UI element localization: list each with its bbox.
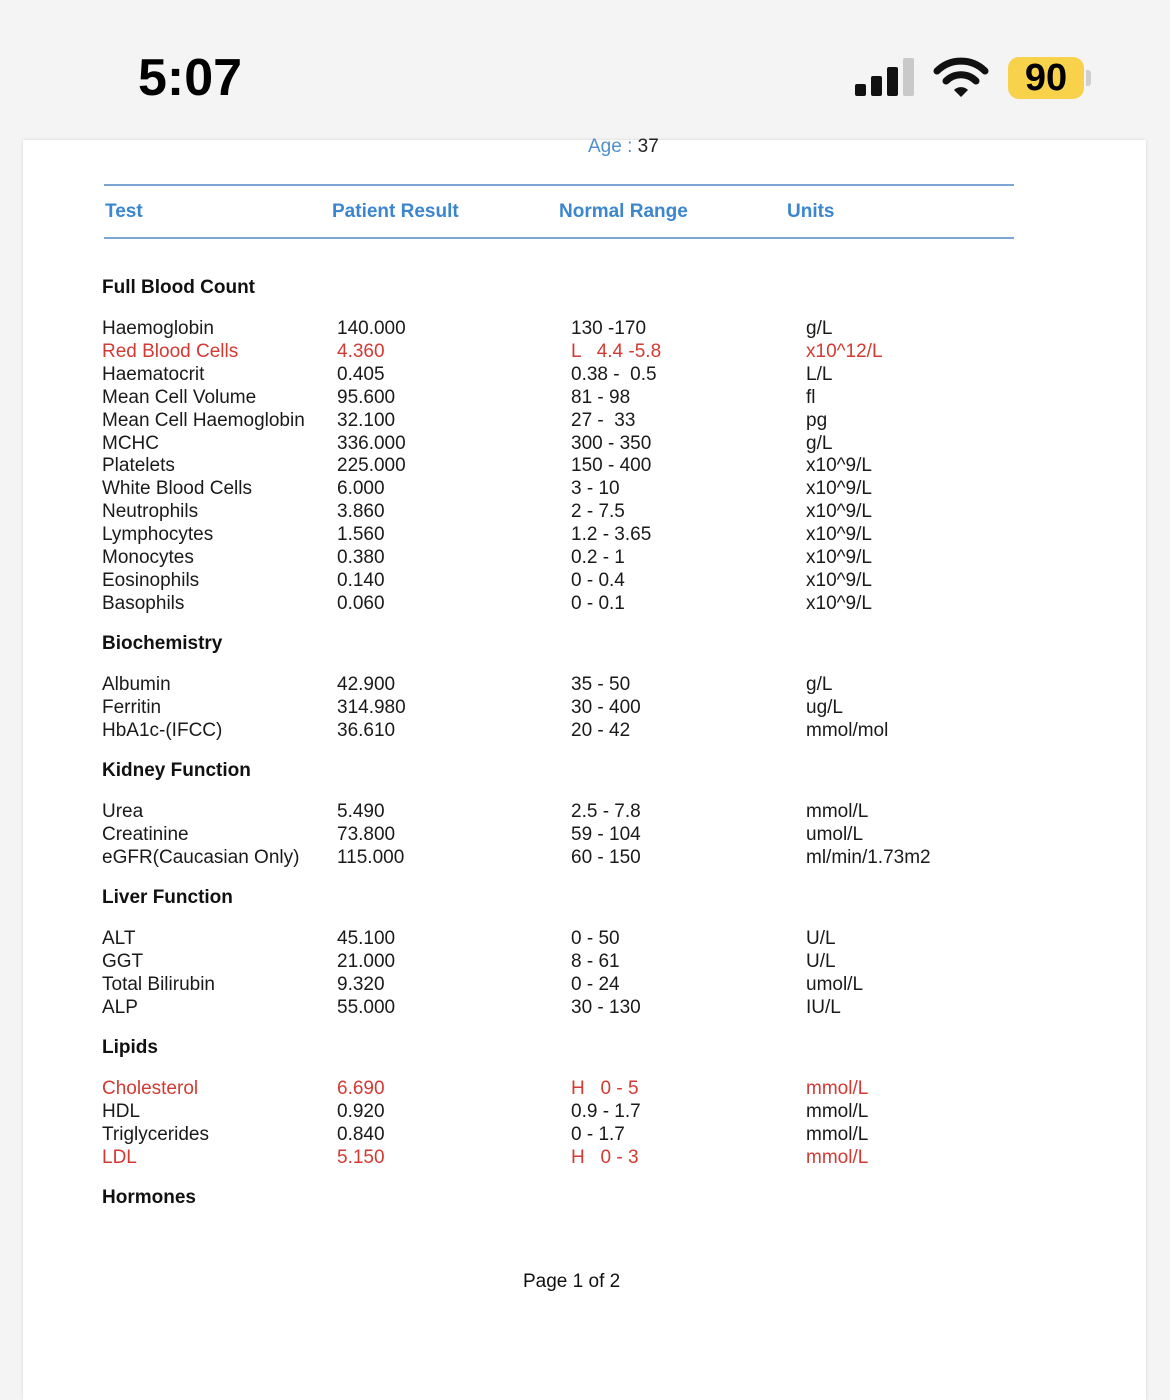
cell-test: Red Blood Cells <box>102 340 239 362</box>
cell-result: 225.000 <box>337 455 406 477</box>
cell-units: x10^9/L <box>806 569 872 591</box>
cell-units: pg <box>806 409 828 431</box>
age-value: 37 <box>637 136 659 157</box>
cell-units: g/L <box>806 432 833 454</box>
cell-range: 300 - 350 <box>571 432 652 454</box>
cell-range: 150 - 400 <box>571 455 652 477</box>
cell-units: umol/L <box>806 823 864 845</box>
cell-units: L/L <box>806 363 833 385</box>
cell-test: White Blood Cells <box>102 478 252 500</box>
cell-range: 2.5 - 7.8 <box>571 801 641 822</box>
cell-range: H 0 - 5 <box>571 1078 639 1099</box>
cell-result: 0.920 <box>337 1100 385 1122</box>
cell-test: Ferritin <box>102 696 162 718</box>
header-rule-top <box>104 184 1014 186</box>
cell-result: 9.320 <box>337 973 385 995</box>
cell-result: 314.980 <box>337 696 406 718</box>
cell-range: 59 - 104 <box>571 823 641 845</box>
page-number: Page 1 of 2 <box>523 1271 621 1292</box>
battery-cap <box>1086 70 1091 86</box>
cell-range: 8 - 61 <box>571 950 620 972</box>
cell-result: 6.000 <box>337 478 385 500</box>
cell-units: mmol/L <box>806 1123 869 1145</box>
cell-units: g/L <box>806 318 833 339</box>
cell-range: 0 - 24 <box>571 973 620 995</box>
cellular-signal-icon <box>855 58 917 98</box>
cell-result: 140.000 <box>337 318 406 339</box>
cell-range: 0 - 1.7 <box>571 1123 625 1145</box>
cell-result: 0.405 <box>337 363 385 385</box>
cell-test: Lymphocytes <box>102 524 214 546</box>
cell-range: 30 - 400 <box>571 696 641 718</box>
cell-units: x10^9/L <box>806 455 872 477</box>
cell-test: Haemoglobin <box>102 318 214 339</box>
wifi-icon <box>933 56 989 98</box>
cell-test: Urea <box>102 801 144 822</box>
cell-range: 0 - 0.1 <box>571 592 625 614</box>
cell-range: 35 - 50 <box>571 674 631 695</box>
cell-units: U/L <box>806 950 836 972</box>
cell-test: Total Bilirubin <box>102 973 215 995</box>
cell-range: L 4.4 -5.8 <box>571 340 662 362</box>
cell-range: 0.9 - 1.7 <box>571 1100 641 1122</box>
cell-units: mmol/L <box>806 801 869 822</box>
section-title: Liver Function <box>102 887 233 908</box>
cell-test: LDL <box>102 1146 137 1168</box>
lab-report-page <box>23 136 1146 1400</box>
cell-test: Neutrophils <box>102 501 199 523</box>
cell-result: 21.000 <box>337 950 396 972</box>
cell-result: 3.860 <box>337 501 385 523</box>
cell-result: 0.840 <box>337 1123 385 1145</box>
cell-result: 115.000 <box>337 846 405 868</box>
cell-test: MCHC <box>102 432 159 454</box>
section-title: Hormones <box>102 1187 196 1208</box>
cell-range: H 0 - 3 <box>571 1146 639 1168</box>
column-header-range: Normal Range <box>559 201 688 222</box>
cell-range: 0 - 50 <box>571 928 620 949</box>
cell-units: mmol/L <box>806 1100 869 1122</box>
cell-units: ml/min/1.73m2 <box>806 846 931 868</box>
cell-test: Mean Cell Volume <box>102 386 257 408</box>
column-header-units: Units <box>787 201 835 222</box>
section-title: Biochemistry <box>102 633 223 654</box>
cell-result: 45.100 <box>337 928 396 949</box>
cell-test: ALT <box>102 928 136 949</box>
cell-result: 95.600 <box>337 386 396 408</box>
cell-units: x10^9/L <box>806 478 872 500</box>
cell-units: x10^12/L <box>806 340 883 362</box>
cell-range: 3 - 10 <box>571 478 620 500</box>
cell-range: 0 - 0.4 <box>571 569 625 591</box>
cell-units: U/L <box>806 928 836 949</box>
cell-result: 1.560 <box>337 524 385 546</box>
cell-result: 55.000 <box>337 996 396 1018</box>
battery-level: 90 <box>1024 56 1068 99</box>
column-header-result: Patient Result <box>332 201 459 222</box>
cell-units: IU/L <box>806 996 841 1018</box>
cell-range: 60 - 150 <box>571 846 641 868</box>
cell-range: 0.38 - 0.5 <box>571 363 657 385</box>
cell-test: Platelets <box>102 455 175 477</box>
cell-test: ALP <box>102 996 138 1018</box>
cell-test: eGFR(Caucasian Only) <box>102 846 300 868</box>
cell-range: 2 - 7.5 <box>571 501 625 523</box>
cell-units: mmol/L <box>806 1146 869 1168</box>
cell-units: mmol/mol <box>806 719 889 741</box>
cell-test: Haematocrit <box>102 363 205 385</box>
cell-result: 0.060 <box>337 592 385 614</box>
column-header-test: Test <box>105 201 143 222</box>
cell-test: Cholesterol <box>102 1078 199 1099</box>
cell-units: fl <box>806 386 816 408</box>
cell-result: 6.690 <box>337 1078 385 1099</box>
patient-age <box>588 136 659 158</box>
cell-test: HDL <box>102 1100 141 1122</box>
cell-range: 30 - 130 <box>571 996 641 1018</box>
cell-test: Basophils <box>102 592 185 614</box>
cell-units: x10^9/L <box>806 524 872 546</box>
cell-range: 81 - 98 <box>571 386 631 408</box>
cell-test: Eosinophils <box>102 569 200 591</box>
cell-result: 42.900 <box>337 674 396 695</box>
cell-units: g/L <box>806 674 833 695</box>
cell-result: 73.800 <box>337 823 396 845</box>
cell-units: x10^9/L <box>806 547 872 568</box>
cell-test: Creatinine <box>102 823 189 845</box>
cell-units: x10^9/L <box>806 592 872 614</box>
cell-test: HbA1c-(IFCC) <box>102 719 223 741</box>
cell-result: 5.150 <box>337 1146 385 1168</box>
cell-result: 336.000 <box>337 432 406 454</box>
age-label: Age : <box>588 136 638 157</box>
status-bar <box>0 0 1170 140</box>
cell-test: Mean Cell Haemoglobin <box>102 409 305 431</box>
cell-test: Monocytes <box>102 547 194 568</box>
cell-range: 20 - 42 <box>571 719 631 741</box>
cell-result: 0.380 <box>337 547 385 568</box>
cell-range: 0.2 - 1 <box>571 547 625 568</box>
cell-units: ug/L <box>806 696 843 718</box>
battery-icon <box>1008 57 1084 99</box>
section-title: Lipids <box>102 1037 158 1058</box>
cell-range: 27 - 33 <box>571 409 636 431</box>
cell-test: GGT <box>102 950 144 972</box>
cell-units: umol/L <box>806 973 864 995</box>
cell-test: Albumin <box>102 674 171 695</box>
cell-range: 130 -170 <box>571 318 647 339</box>
cell-units: mmol/L <box>806 1078 869 1099</box>
cell-result: 36.610 <box>337 719 396 741</box>
status-time: 5:07 <box>138 49 243 107</box>
cell-range: 1.2 - 3.65 <box>571 524 652 546</box>
section-title: Kidney Function <box>102 760 251 781</box>
section-title: Full Blood Count <box>102 277 256 298</box>
cell-result: 0.140 <box>337 569 385 591</box>
cell-units: x10^9/L <box>806 501 872 523</box>
cell-test: Triglycerides <box>102 1123 209 1145</box>
cell-result: 4.360 <box>337 340 385 362</box>
header-rule-bottom <box>104 237 1014 239</box>
cell-result: 5.490 <box>337 801 385 822</box>
cell-result: 32.100 <box>337 409 396 431</box>
